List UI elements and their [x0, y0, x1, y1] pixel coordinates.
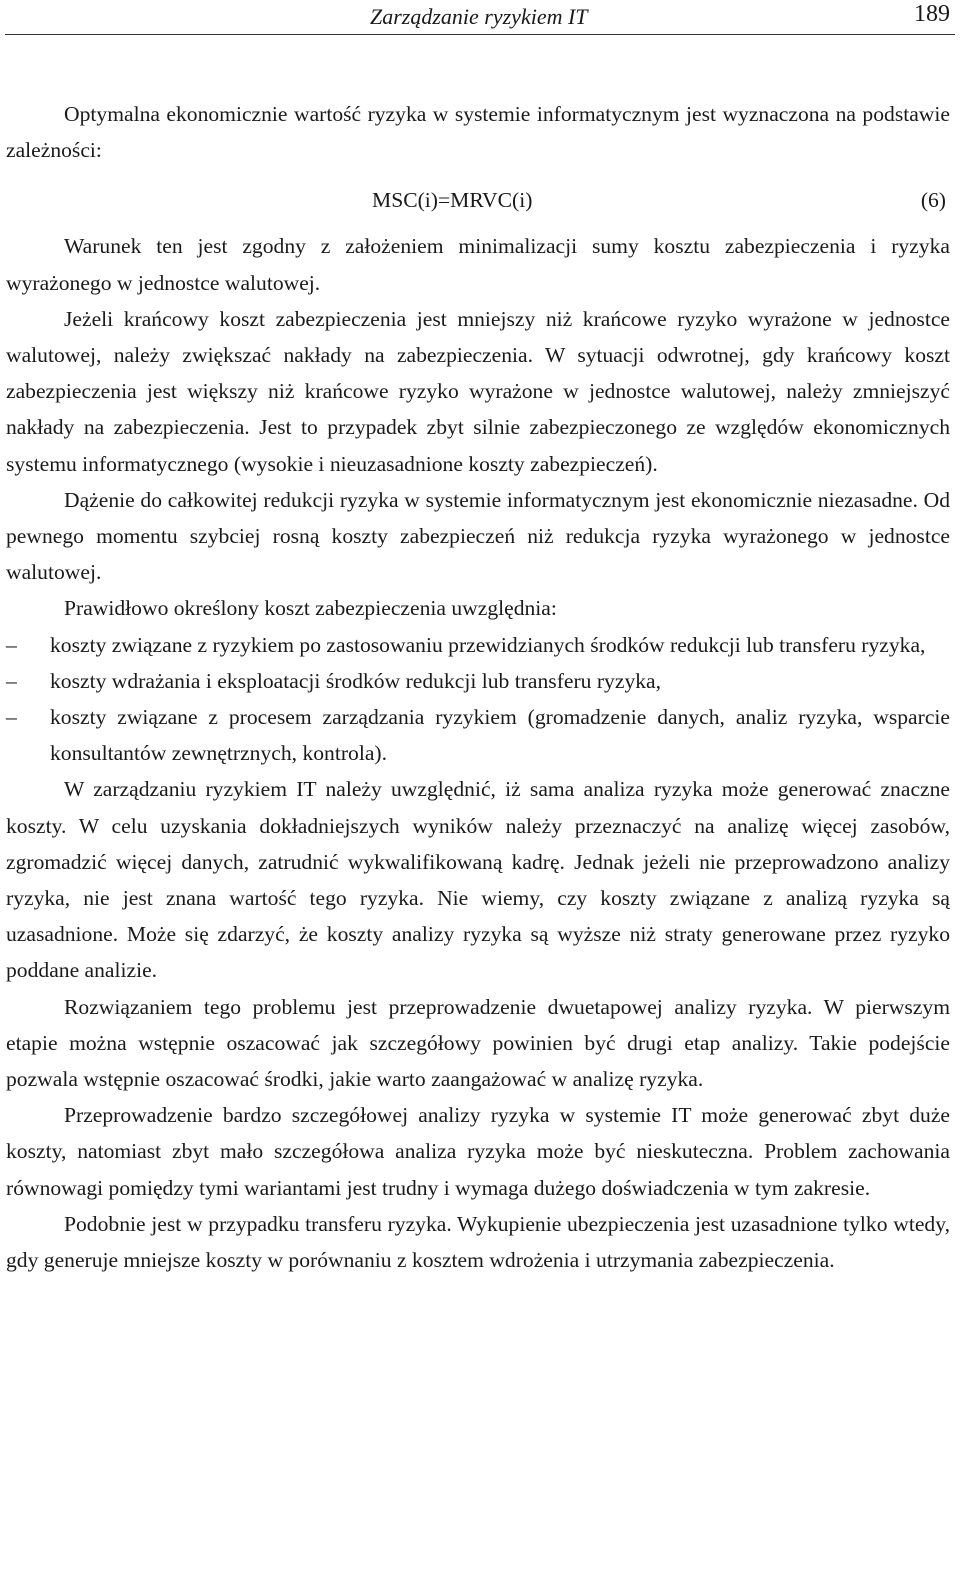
paragraph-condition: Warunek ten jest zgodny z założeniem minimalizacji sumy kosztu zabezpieczenia i ryzyka wyrażonego w jednostce walutowej. — [6, 234, 950, 295]
paragraph-analysis-cost: W zarządzaniu ryzykiem IT należy uwzględnić, iż sama analiza ryzyka może generować znaczne koszty. W celu uzyskania dokładniejszych wyników należy przeznaczyć na analizę więcej zasobów, zgromadzić więcej danych, zatrudnić wykwalifikowaną kadrę. Jednak jeżeli nie przeprowadzono analizy ryzyka, nie jest znana wartość tego ryzyka. Nie wiemy, czy koszty związane z analizą ryzyka są uzasadnione. Może się zdarzyć, że koszty analizy ryzyka są wyższe niż straty generowane przez ryzyko poddane analizie. — [6, 777, 950, 983]
list-item-text: koszty związane z ryzykiem po zastosowaniu przewidzianych środków redukcji lub transferu ryzyka, — [50, 632, 926, 657]
paragraph-risk-transfer: Podobnie jest w przypadku transferu ryzyka. Wykupienie ubezpieczenia jest uzasadnione tylko wtedy, gdy generuje mniejsze koszty w porównaniu z kosztem wdrożenia i utrzymania zabezpieczenia. — [6, 1211, 950, 1273]
list-item — [6, 699, 950, 771]
paragraph-detail-balance: Przeprowadzenie bardzo szczegółowej analizy ryzyka w systemie IT może generować zbyt duże koszty, natomiast zbyt mało szczegółowa analiza ryzyka może być nieskuteczna. Problem zachowania równowagi pomiędzy tymi wariantami jest trudny i wymaga dużego doświadczenia w tym zakresie. — [6, 1103, 950, 1200]
paragraph-total-reduction: Dążenie do całkowitej redukcji ryzyka w systemie informatycznym jest ekonomicznie niezasadne. Od pewnego momentu szybciej rosną koszty zabezpieczeń niż redukcja ryzyka wyrażonego w jednostce walutowej. — [6, 487, 950, 585]
paragraph-cost-intro: Prawidłowo określony koszt zabezpieczenia uwzględnia: — [64, 596, 557, 621]
list-dash: – — [6, 705, 17, 730]
cost-list — [6, 627, 950, 772]
list-item-text: koszty wdrażania i eksploatacji środków redukcji lub transferu ryzyka, — [50, 668, 662, 693]
list-item — [6, 663, 950, 699]
formula-expression: MSC(i)=MRVC(i) — [372, 188, 533, 213]
formula-number: (6) — [920, 188, 946, 213]
paragraph-optimal-value: Optymalna ekonomicznie wartość ryzyka w systemie informatycznym jest wyznaczona na podstawie zależności: — [6, 102, 950, 163]
paragraph-two-stage: Rozwiązaniem tego problemu jest przeprowadzenie dwuetapowej analizy ryzyka. W pierwszym etapie można wstępnie oszacować jak szczegółowy powinien być drugi etap analizy. Takie podejście pozwala wstępnie oszacować środki, jakie warto zaangażować w analizę ryzyka. — [6, 994, 950, 1092]
list-dash: – — [6, 632, 17, 657]
running-title: Zarządzanie ryzykiem IT — [370, 4, 588, 29]
header-rule — [5, 34, 955, 35]
list-item — [6, 627, 950, 663]
formula — [6, 180, 950, 234]
page-number: 189 — [914, 1, 950, 27]
list-item-text: koszty związane z procesem zarządzania ryzykiem (gromadzenie danych, analiz ryzyka, wsparcie konsultantów zewnętrznych, kontrola). — [50, 705, 950, 766]
paragraph-marginal-cost: Jeżeli krańcowy koszt zabezpieczenia jest mniejszy niż krańcowe ryzyko wyrażone w jednostce walutowej, należy zwiększać nakłady na zabezpieczenia. W sytuacji odwrotnej, gdy krańcowy koszt zabezpieczenia jest większy niż krańcowe ryzyko wyrażone w jednostce walutowej, należy zmniejszyć nakłady na zabezpieczenia. Jest to przypadek zbyt silnie zabezpieczonego ze względów ekonomicznych systemu informatycznego (wysokie i nieuzasadnione koszty zabezpieczeń). — [6, 306, 950, 476]
page-body — [6, 96, 950, 1278]
list-dash: – — [6, 668, 17, 693]
running-header — [0, 0, 960, 36]
